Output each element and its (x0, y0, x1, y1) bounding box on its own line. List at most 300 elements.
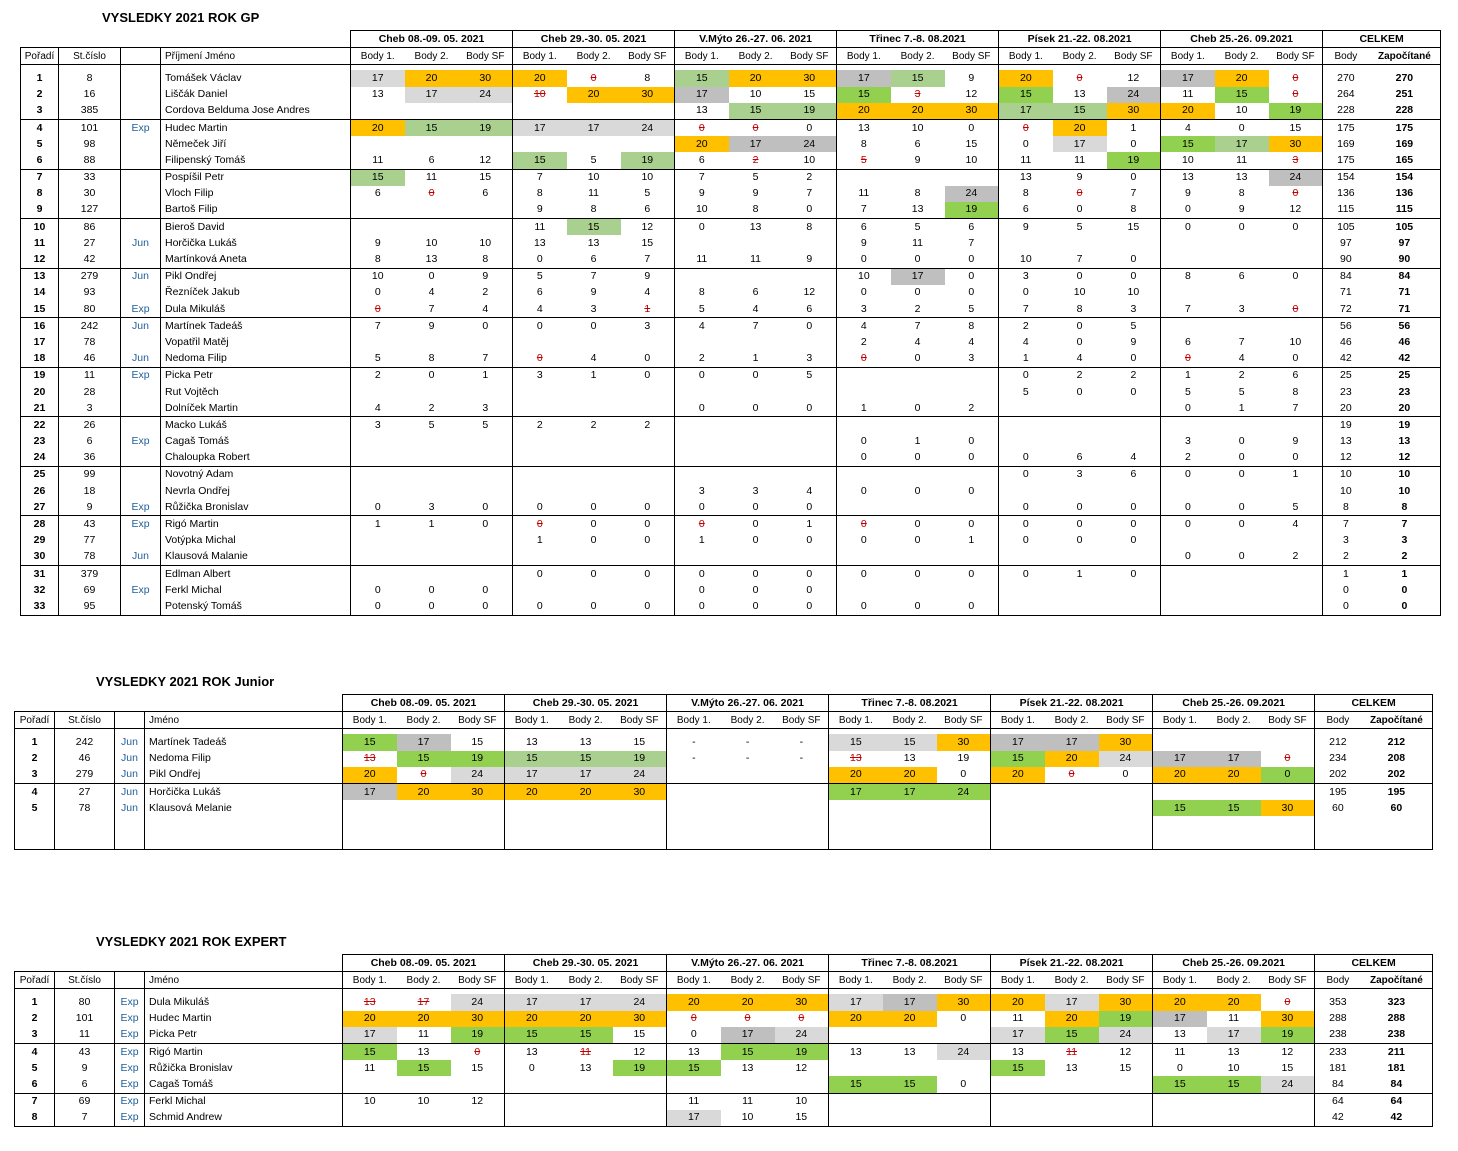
score-cell (667, 833, 721, 850)
cell-value: 20 (903, 1012, 916, 1025)
cell-value: 0 (806, 567, 813, 580)
cell-value: 0 (1022, 369, 1029, 382)
cell-value: 127 (80, 203, 99, 216)
subheader-cell: Body 1. (999, 48, 1053, 65)
rank-cell (15, 1110, 55, 1127)
cell-value: 7 (31, 1095, 38, 1108)
score-cell (343, 800, 397, 816)
cell-value: 20 (903, 768, 916, 781)
cell-value: 7 (590, 270, 597, 283)
score-cell (451, 767, 505, 784)
subheader-cell: Body (1315, 972, 1361, 989)
cell-value: 30 (957, 735, 970, 748)
cell-value: Vloch Filip (165, 187, 214, 200)
cell-value: Exp (120, 995, 139, 1008)
score-cell (729, 351, 783, 368)
score-cell (729, 301, 783, 318)
score-cell (459, 186, 513, 202)
cell-value: 33 (83, 171, 96, 184)
score-cell (783, 301, 837, 318)
score-cell (405, 549, 459, 566)
cell-value: 12 (633, 1045, 646, 1058)
cell-value: 11 (364, 1061, 376, 1074)
score-cell (567, 516, 621, 533)
cell-value: 238 (1329, 1028, 1347, 1041)
score-cell (729, 400, 783, 417)
score-cell (351, 516, 405, 533)
event-header: Písek 21.-22. 08.2021 (991, 955, 1153, 972)
cell-value: 30 (641, 88, 654, 101)
category-cell (115, 816, 145, 832)
score-cell (1215, 466, 1269, 483)
subheader-cell: Započítané (1369, 48, 1441, 65)
total-cell (1361, 1027, 1433, 1044)
cell-value: 12 (1119, 1045, 1132, 1058)
table-row (15, 800, 1433, 816)
cell-value: 0 (968, 599, 975, 612)
start-number-cell (59, 87, 121, 103)
score-cell (559, 1011, 613, 1027)
score-cell (1269, 70, 1323, 86)
cell-value: 3 (968, 352, 975, 365)
cell-value: 0 (482, 518, 489, 531)
start-number-cell (59, 136, 121, 152)
cell-value: 19 (957, 752, 970, 765)
cell-value: 30 (479, 71, 492, 84)
score-cell (891, 417, 945, 434)
cell-value: Exp (131, 302, 150, 315)
score-cell (351, 169, 405, 186)
cell-value: 0 (1238, 518, 1245, 531)
cell-value: 208 (1387, 752, 1406, 765)
column-header (121, 48, 161, 65)
score-cell (1153, 800, 1207, 816)
score-cell (729, 598, 783, 615)
cell-value: 105 (1395, 220, 1414, 233)
rank-cell (21, 103, 59, 120)
cell-value: 12 (1340, 451, 1352, 464)
cell-value: 17 (911, 270, 924, 283)
start-number-cell (55, 1093, 115, 1110)
cell-value: 17 (857, 71, 870, 84)
score-cell (837, 87, 891, 103)
cell-value: 251 (1395, 88, 1414, 101)
score-cell (883, 767, 937, 784)
score-cell (991, 1110, 1045, 1127)
score-cell (1161, 417, 1215, 434)
category-cell (121, 466, 161, 483)
cell-value: 1 (536, 534, 543, 547)
score-cell (783, 219, 837, 236)
cell-value: 8 (590, 203, 597, 216)
cell-value: 30 (633, 1012, 646, 1025)
score-cell (999, 152, 1053, 169)
score-cell (405, 103, 459, 120)
cell-value: 0 (1292, 187, 1299, 200)
cell-value: 13 (857, 121, 870, 134)
score-cell (945, 251, 999, 268)
category-cell (121, 202, 161, 219)
score-cell (1107, 434, 1161, 450)
total-cell (1323, 367, 1369, 384)
score-cell (1099, 833, 1153, 850)
rank-cell (21, 434, 59, 450)
score-cell (451, 1043, 505, 1060)
category-cell (121, 235, 161, 251)
score-cell (729, 87, 783, 103)
total-cell (1323, 285, 1369, 301)
score-cell (405, 417, 459, 434)
score-cell (1207, 1011, 1261, 1027)
rank-cell (21, 351, 59, 368)
cell-value: 0 (374, 302, 381, 315)
score-cell (405, 450, 459, 467)
rank-cell (21, 169, 59, 186)
cell-value: 11 (1066, 1045, 1078, 1058)
cell-value: 60 (1390, 801, 1403, 814)
cell-value: 7 (698, 171, 705, 184)
score-cell (1053, 533, 1107, 549)
cell-value: 6 (590, 253, 597, 266)
category-cell (115, 1060, 145, 1076)
score-cell (883, 1076, 937, 1093)
cell-value: 0 (1292, 352, 1299, 365)
cell-value: 1 (1022, 352, 1029, 365)
rank-cell (21, 186, 59, 202)
score-cell (613, 1076, 667, 1093)
score-cell (1161, 367, 1215, 384)
cell-value: 15 (795, 1111, 808, 1124)
rank-cell (15, 751, 55, 767)
start-number-cell (59, 400, 121, 417)
score-cell (513, 70, 567, 86)
score-cell (729, 285, 783, 301)
cell-value: 27 (83, 236, 96, 249)
rider-name-cell (145, 1043, 343, 1060)
score-cell (829, 751, 883, 767)
score-cell (459, 483, 513, 499)
score-cell (351, 434, 405, 450)
cell-value: 212 (1387, 735, 1406, 748)
cell-value: 15 (803, 88, 816, 101)
score-cell (775, 1043, 829, 1060)
cell-value: 13 (425, 253, 438, 266)
cell-value: 0 (644, 369, 651, 382)
score-cell (397, 1093, 451, 1110)
score-cell (1053, 367, 1107, 384)
total-cell (1361, 1110, 1433, 1127)
cell-value: 24 (957, 785, 970, 798)
cell-value: 0 (536, 352, 543, 365)
cell-value: 26 (83, 418, 96, 431)
cell-value: 2 (590, 418, 597, 431)
cell-value: 17 (695, 88, 708, 101)
cell-value: 15 (579, 752, 592, 765)
cell-value: 10 (363, 1095, 376, 1108)
score-cell (343, 816, 397, 832)
event-header: Cheb 25.-26. 09.2021 (1153, 695, 1315, 712)
total-cell (1315, 1110, 1361, 1127)
table-row (21, 70, 1441, 86)
cell-value: 11 (534, 220, 546, 233)
score-cell (613, 816, 667, 832)
score-cell (837, 103, 891, 120)
cell-value: 24 (1119, 1028, 1132, 1041)
cell-value: 0 (428, 599, 435, 612)
score-cell (621, 598, 675, 615)
cell-value: 4 (36, 121, 43, 134)
score-cell (343, 1027, 397, 1044)
total-cell (1323, 582, 1369, 598)
cell-value: 3 (590, 302, 597, 315)
score-cell (991, 816, 1045, 832)
cell-value: Exp (120, 1111, 139, 1124)
cell-value: 233 (1329, 1045, 1347, 1058)
cell-value: 0 (1238, 500, 1245, 513)
subheader-cell: Body 2. (559, 972, 613, 989)
score-cell (837, 136, 891, 152)
cell-value: 0 (860, 534, 867, 547)
table-row (21, 533, 1441, 549)
cell-value: 0 (1022, 451, 1029, 464)
cell-value: 101 (75, 1012, 94, 1025)
score-cell (1153, 1011, 1207, 1027)
start-number-cell (59, 119, 121, 136)
cell-value: 0 (1130, 137, 1137, 150)
score-cell (1215, 268, 1269, 285)
rank-cell (21, 400, 59, 417)
event-header: Třinec 7.-8. 08.2021 (837, 31, 999, 48)
table-row (21, 483, 1441, 499)
score-cell (1215, 516, 1269, 533)
score-cell (405, 434, 459, 450)
total-cell (1369, 103, 1441, 120)
cell-value: 13 (1182, 171, 1194, 184)
cell-value: 136 (1337, 187, 1355, 200)
total-cell (1323, 483, 1369, 499)
subheader-cell: Body 2. (1053, 48, 1107, 65)
cell-value: 0 (1401, 599, 1408, 612)
cell-value: 20 (533, 71, 546, 84)
score-cell (351, 152, 405, 169)
score-cell (675, 582, 729, 598)
cell-value: 175 (1337, 121, 1355, 134)
cell-value: 17 (1020, 104, 1032, 117)
table-row (15, 1011, 1433, 1027)
score-cell (351, 268, 405, 285)
score-cell (1153, 1043, 1207, 1060)
score-cell (459, 136, 513, 152)
table-row (21, 367, 1441, 384)
cell-value: 0 (752, 500, 759, 513)
score-cell (991, 734, 1045, 750)
score-cell (883, 1011, 937, 1027)
rank-cell (21, 598, 59, 615)
cell-value: 10 (533, 88, 546, 101)
cell-value: 0 (1130, 534, 1137, 547)
score-cell (567, 367, 621, 384)
cell-value: 17 (1227, 1028, 1240, 1041)
cell-value: 288 (1329, 1012, 1347, 1025)
cell-value: 0 (374, 583, 381, 596)
cell-value: 1 (482, 369, 489, 382)
score-cell (837, 301, 891, 318)
cell-value: 9 (374, 236, 381, 249)
score-cell (667, 994, 721, 1010)
cell-value: 10 (1398, 484, 1411, 497)
score-cell (567, 384, 621, 400)
score-cell (1269, 566, 1323, 583)
score-cell (451, 1093, 505, 1110)
score-cell (343, 734, 397, 750)
rider-name-cell (161, 202, 351, 219)
score-cell (1161, 70, 1215, 86)
category-cell (121, 499, 161, 516)
cell-value: 86 (83, 220, 96, 233)
category-cell (115, 1043, 145, 1060)
cell-value: 6 (914, 137, 921, 150)
table-row (15, 767, 1433, 784)
score-cell (891, 235, 945, 251)
cell-value: Jun (121, 735, 138, 748)
score-cell (567, 466, 621, 483)
score-cell (775, 734, 829, 750)
score-cell (1261, 816, 1315, 832)
category-cell (115, 833, 145, 850)
rank-cell (21, 136, 59, 152)
score-cell (775, 1093, 829, 1110)
cell-value: 10 (803, 153, 816, 166)
cell-value: 7 (1238, 335, 1245, 348)
score-cell (459, 251, 513, 268)
score-cell (675, 533, 729, 549)
subheader-cell: Body SF (1107, 48, 1161, 65)
cell-value: 0 (1076, 500, 1083, 513)
score-cell (1161, 301, 1215, 318)
cell-value: 30 (795, 995, 808, 1008)
cell-value: 1 (1238, 401, 1245, 414)
column-header: Pořadí (15, 712, 55, 729)
cell-value: 0 (1130, 500, 1137, 513)
score-cell (405, 334, 459, 350)
score-cell (675, 499, 729, 516)
cell-value: 9 (36, 203, 43, 216)
score-cell (505, 1110, 559, 1127)
score-cell (459, 549, 513, 566)
rank-cell (21, 516, 59, 533)
subheader-cell: Započítané (1361, 712, 1433, 729)
cell-value: 7 (806, 187, 813, 200)
total-cell (1323, 549, 1369, 566)
total-cell (1323, 417, 1369, 434)
cell-value: 0 (914, 599, 921, 612)
column-header (115, 712, 145, 729)
cell-value: 7 (36, 171, 43, 184)
cell-value: 8 (428, 352, 435, 365)
cell-value: 4 (1130, 451, 1137, 464)
cell-value: 9 (1184, 187, 1191, 200)
cell-value: 15 (857, 88, 870, 101)
cell-value: 7 (1130, 187, 1137, 200)
cell-value: Martínek Tadeáš (149, 735, 227, 748)
total-cell (1361, 1060, 1433, 1076)
cell-value: 6 (428, 153, 435, 166)
score-cell (945, 367, 999, 384)
cell-value: 0 (698, 583, 705, 596)
cell-value: 7 (914, 319, 921, 332)
score-cell (837, 450, 891, 467)
cell-value: 0 (698, 599, 705, 612)
score-cell (775, 751, 829, 767)
score-cell (567, 186, 621, 202)
score-cell (351, 499, 405, 516)
score-cell (1053, 466, 1107, 483)
rank-cell (21, 285, 59, 301)
cell-value: 13 (579, 735, 592, 748)
score-cell (999, 566, 1053, 583)
score-cell (459, 103, 513, 120)
section-title: VYSLEDKY 2021 ROK Junior (96, 674, 275, 689)
cell-value: 17 (1182, 71, 1194, 84)
cell-value: 9 (428, 319, 435, 332)
score-cell (1053, 152, 1107, 169)
cell-value: 10 (1020, 253, 1032, 266)
cell-value: 19 (965, 203, 978, 216)
cell-value: 15 (903, 735, 916, 748)
score-cell (351, 87, 405, 103)
cell-value: Exp (120, 1045, 139, 1058)
score-cell (459, 384, 513, 400)
start-number-cell (59, 566, 121, 583)
event-header: Písek 21.-22. 08.2021 (991, 695, 1153, 712)
score-cell (837, 582, 891, 598)
cell-value: 1 (698, 534, 705, 547)
rider-name-cell (161, 285, 351, 301)
cell-value: 24 (33, 451, 46, 464)
score-cell (783, 466, 837, 483)
cell-value: 105 (1337, 220, 1355, 233)
score-cell (999, 251, 1053, 268)
cell-value: 11 (912, 236, 924, 249)
score-cell (1215, 235, 1269, 251)
rank-cell (21, 466, 59, 483)
cell-value: 0 (968, 435, 975, 448)
score-cell (567, 169, 621, 186)
score-cell (351, 483, 405, 499)
score-cell (567, 334, 621, 350)
score-cell (1107, 367, 1161, 384)
cell-value: 9 (1292, 435, 1299, 448)
score-cell (1215, 367, 1269, 384)
score-cell (459, 119, 513, 136)
score-cell (1215, 169, 1269, 186)
score-cell (459, 533, 513, 549)
cell-value: 353 (1329, 995, 1347, 1008)
score-cell (945, 202, 999, 219)
score-cell (351, 119, 405, 136)
score-cell (351, 400, 405, 417)
score-cell (999, 483, 1053, 499)
cell-value: 0 (1342, 583, 1349, 596)
subheader-cell: Body SF (937, 972, 991, 989)
subheader-cell: Body 2. (567, 48, 621, 65)
rank-cell (21, 582, 59, 598)
rider-name-cell (161, 186, 351, 202)
cell-value: 175 (1395, 121, 1414, 134)
score-cell (891, 566, 945, 583)
score-cell (1053, 136, 1107, 152)
table-row (15, 1093, 1433, 1110)
